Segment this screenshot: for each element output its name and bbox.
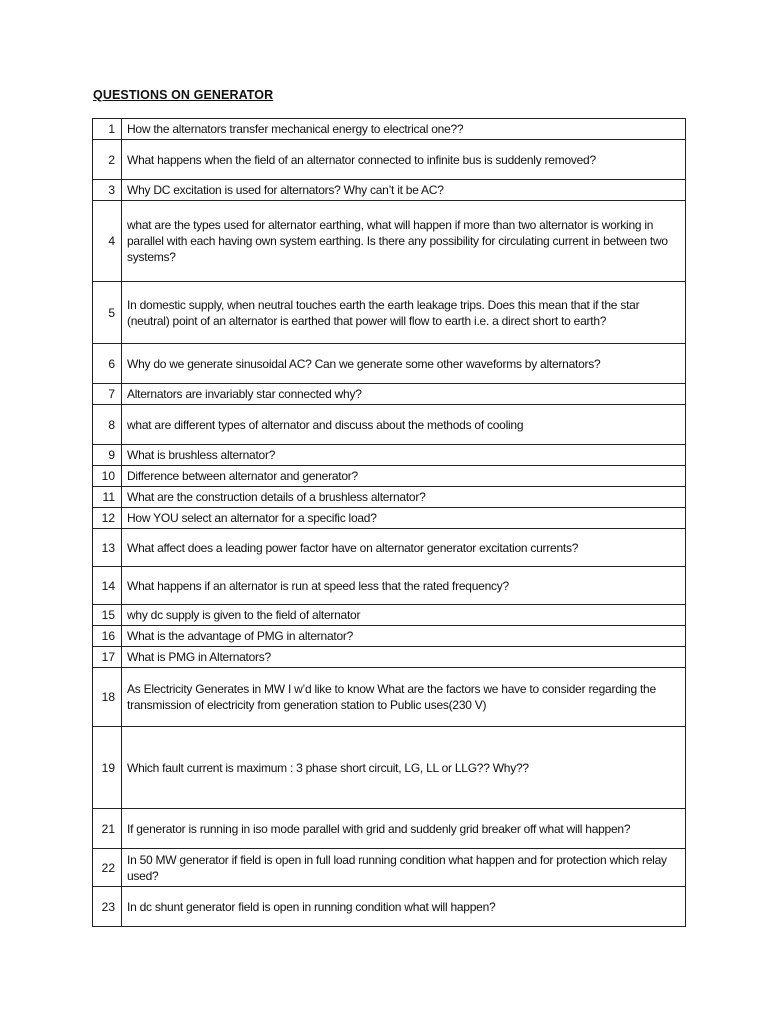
- table-row: [93, 466, 686, 487]
- table-row: [93, 344, 686, 384]
- question-text: Alternators are invariably star connected why?: [122, 384, 686, 405]
- question-text: How YOU select an alternator for a specific load?: [122, 508, 686, 529]
- question-text: What affect does a leading power factor have on alternator generator excitation currents?: [122, 529, 686, 567]
- question-text: What are the construction details of a brushless alternator?: [122, 487, 686, 508]
- question-number: 18: [93, 668, 122, 727]
- question-number: 10: [93, 466, 122, 487]
- table-row: [93, 809, 686, 849]
- question-text: In domestic supply, when neutral touches earth the earth leakage trips. Does this mean that if the star (neutral) point of an alternator is earthed that power will flow to earth i.e. a direct short to earth?: [122, 282, 686, 344]
- table-row: [93, 119, 686, 140]
- question-text: In dc shunt generator field is open in running condition what will happen?: [122, 887, 686, 927]
- table-row: [93, 140, 686, 180]
- question-text: As Electricity Generates in MW I w’d like to know What are the factors we have to consider regarding the transmission of electricity from generation station to Public uses(230 V): [122, 668, 686, 727]
- table-row: [93, 647, 686, 668]
- question-number: 14: [93, 567, 122, 605]
- question-text: If generator is running in iso mode parallel with grid and suddenly grid breaker off what will happen?: [122, 809, 686, 849]
- question-text: Difference between alternator and generator?: [122, 466, 686, 487]
- page-title: QUESTIONS ON GENERATOR: [93, 88, 274, 102]
- question-text: In 50 MW generator if field is open in full load running condition what happen and for protection which relay used?: [122, 849, 686, 887]
- table-row: [93, 180, 686, 201]
- question-number: 16: [93, 626, 122, 647]
- table-row: [93, 487, 686, 508]
- question-text: What happens if an alternator is run at speed less that the rated frequency?: [122, 567, 686, 605]
- question-text: What is the advantage of PMG in alternator?: [122, 626, 686, 647]
- questions-table-body: [93, 119, 686, 927]
- question-number: 15: [93, 605, 122, 626]
- table-row: [93, 626, 686, 647]
- question-number: 21: [93, 809, 122, 849]
- question-number: 2: [93, 140, 122, 180]
- question-number: 19: [93, 727, 122, 809]
- table-row: [93, 849, 686, 887]
- table-row: [93, 668, 686, 727]
- table-row: [93, 605, 686, 626]
- table-row: [93, 508, 686, 529]
- question-number: 13: [93, 529, 122, 567]
- question-number: 6: [93, 344, 122, 384]
- question-text: What is brushless alternator?: [122, 445, 686, 466]
- question-number: 11: [93, 487, 122, 508]
- table-row: [93, 445, 686, 466]
- question-number: 23: [93, 887, 122, 927]
- question-text: why dc supply is given to the field of alternator: [122, 605, 686, 626]
- question-number: 8: [93, 405, 122, 445]
- question-text: what are different types of alternator and discuss about the methods of cooling: [122, 405, 686, 445]
- question-text: Which fault current is maximum : 3 phase short circuit, LG, LL or LLG?? Why??: [122, 727, 686, 809]
- table-row: [93, 529, 686, 567]
- question-number: 9: [93, 445, 122, 466]
- question-number: 17: [93, 647, 122, 668]
- table-row: [93, 567, 686, 605]
- question-text: what are the types used for alternator earthing, what will happen if more than two alternator is working in parallel with each having own system earthing. Is there any possibility for circulating current in between two systems?: [122, 201, 686, 282]
- question-number: 1: [93, 119, 122, 140]
- question-number: 5: [93, 282, 122, 344]
- question-text: What happens when the field of an alternator connected to infinite bus is suddenly removed?: [122, 140, 686, 180]
- question-number: 4: [93, 201, 122, 282]
- table-row: [93, 384, 686, 405]
- question-text: Why DC excitation is used for alternators? Why can’t it be AC?: [122, 180, 686, 201]
- table-row: [93, 727, 686, 809]
- question-text: What is PMG in Alternators?: [122, 647, 686, 668]
- table-row: [93, 201, 686, 282]
- questions-table: [92, 118, 686, 927]
- question-number: 7: [93, 384, 122, 405]
- question-text: Why do we generate sinusoidal AC? Can we generate some other waveforms by alternators?: [122, 344, 686, 384]
- question-number: 3: [93, 180, 122, 201]
- question-number: 22: [93, 849, 122, 887]
- table-row: [93, 282, 686, 344]
- question-number: 12: [93, 508, 122, 529]
- question-text: How the alternators transfer mechanical energy to electrical one??: [122, 119, 686, 140]
- table-row: [93, 887, 686, 927]
- table-row: [93, 405, 686, 445]
